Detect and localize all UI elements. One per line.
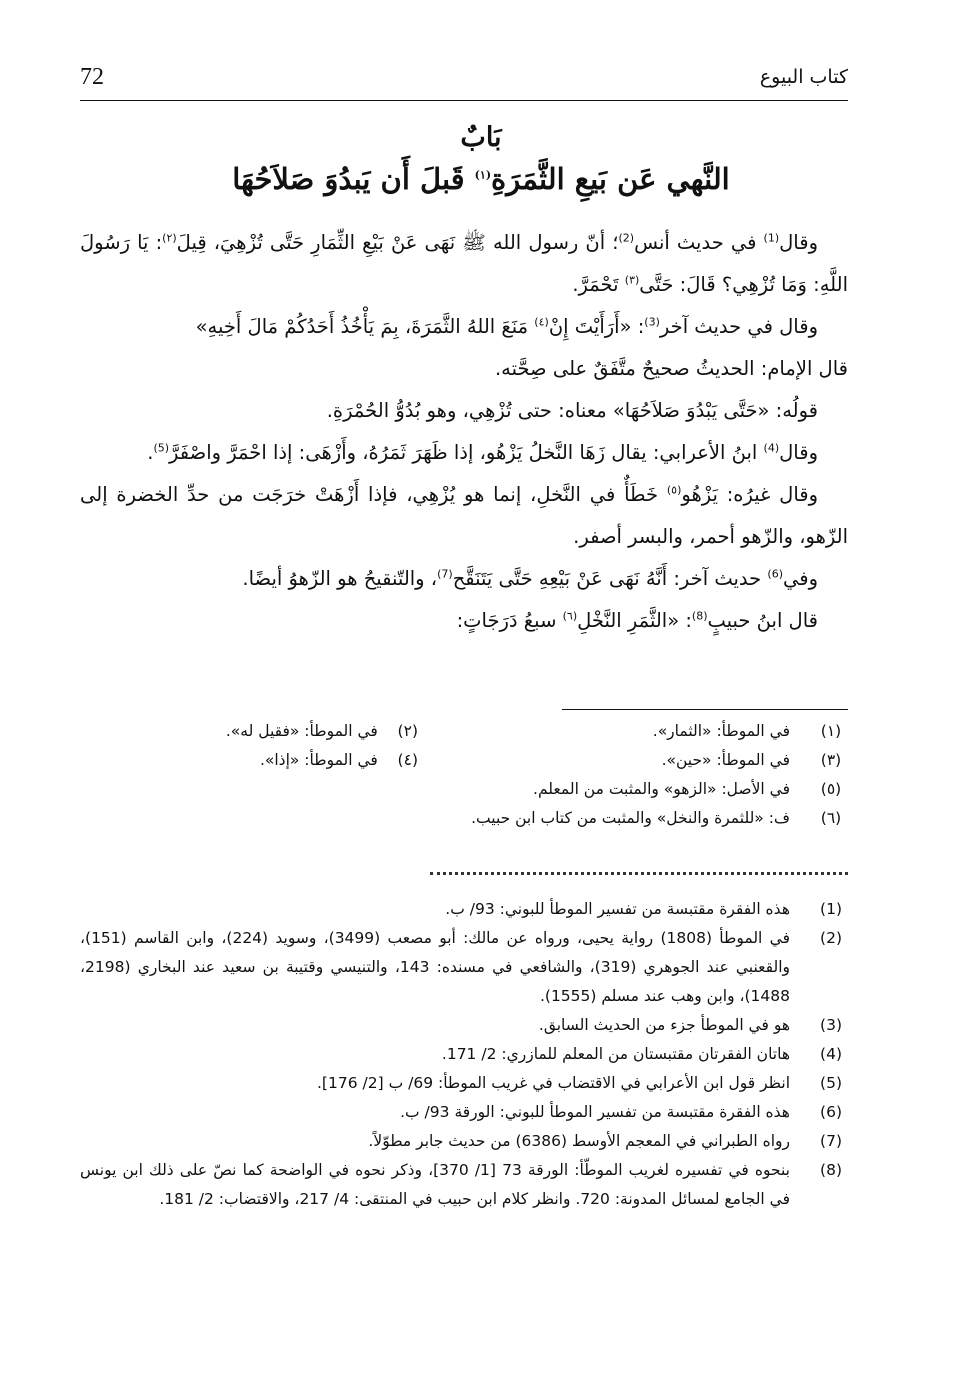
- note-row: [80, 895, 848, 924]
- paragraph-text: خَطَأٌ في النَّخلِ، إنما هو يُزْهِي، فإذا أَزْهَتْ خرَجَت من حدِّ الخضرة إلى الزّهو، والزّهو أحمر، والبسر أصفر.: [80, 483, 848, 548]
- chapter-title: [0, 162, 962, 196]
- paragraph-text: وقال: [779, 231, 818, 254]
- page-number: 72: [80, 64, 104, 90]
- footnote-number: (٣): [820, 751, 842, 769]
- chapter-title-part-b: قَبلَ أَن يَبدُوَ صَلاَحُهَا: [232, 162, 475, 196]
- note-text: هاتان الفقرتان مقتبستان من المعلم للمازري: 2/ 171.: [441, 1045, 790, 1063]
- footnote-text: في الموطأ: «الثمار».: [652, 722, 790, 740]
- body-paragraph: [80, 348, 848, 390]
- chapter-title-footnote-ref: (١): [474, 168, 492, 182]
- paragraph-text: وقال غيرُه: يَزْهُو: [681, 483, 818, 506]
- editor-notes: [80, 895, 848, 1214]
- body-paragraph: [80, 432, 848, 474]
- paragraph-text: : «الثَّمَرِ النَّخْلِ: [577, 609, 692, 632]
- chapter-word: بَابٌ: [460, 122, 502, 153]
- footnote-ref: (٥): [666, 483, 682, 497]
- footnote-ref: (1): [763, 231, 780, 245]
- footnote-text: في الموطأ: «حين».: [661, 751, 790, 769]
- paragraph-text: قال الإمام: الحديثُ صحيحٌ متَّفَقٌ على صِحَّته.: [494, 357, 848, 380]
- note-text: هذه الفقرة مقتبسة من تفسير الموطأ للبوني: 93/ ب.: [445, 900, 790, 918]
- page-header: [80, 64, 848, 98]
- footnote-secondary: [226, 722, 418, 740]
- footnote-ref: (3): [644, 315, 660, 329]
- paragraph-text: قال ابنُ حبيبٍ: [707, 609, 818, 632]
- note-number: (1): [820, 900, 842, 918]
- paragraph-text: .: [147, 441, 154, 464]
- footnote-text: ف: «للثمرة والنخل» والمثبت من كتاب ابن حبيب.: [471, 809, 790, 827]
- paragraph-text: ؛ أنّ رسول الله ﷺ نَهَى عَنْ بَيْعِ الثِّمَارِ حَتَّى تُزْهِيَ، قِيلَ: [176, 231, 619, 254]
- note-row: [80, 924, 848, 1011]
- footnote-ref: (٦): [562, 609, 578, 623]
- footnote-ref: (2): [618, 231, 635, 245]
- body-text: [80, 222, 848, 642]
- body-paragraph: [80, 390, 848, 432]
- header-rule: [80, 100, 848, 101]
- paragraph-text: حديث آخر: أَنَّهُ نَهَى عَنْ بَيْعِهِ حَتَّى يَتَنَقَّح: [452, 567, 768, 590]
- paragraph-text: : يَا رَسُولَ اللَّهِ: وَمَا تُزْهِي؟ قَالَ: حَتَّى: [80, 231, 848, 296]
- footnote-ref: (٤): [534, 315, 549, 329]
- paragraph-text: تَحْمَرَّ.: [572, 273, 625, 296]
- body-paragraph: [80, 474, 848, 558]
- variant-row: [80, 722, 848, 751]
- variant-row: [80, 751, 848, 780]
- running-head: كتاب البيوع: [759, 66, 848, 88]
- variant-row: [80, 780, 848, 809]
- note-number: (6): [820, 1103, 842, 1121]
- footnote-ref: (4): [763, 441, 780, 455]
- footnote-number: (٦): [820, 809, 842, 827]
- footnote-ref: (6): [767, 567, 783, 581]
- note-number: (2): [820, 929, 842, 947]
- footnote-ref: (5): [153, 441, 170, 455]
- footnote-number: (٥): [820, 780, 842, 798]
- paragraph-text: مَنَعَ اللهُ الثَّمَرَةَ، بِمَ يَأْخُذُ أَحَدُكُمْ مَالَ أَخِيهِ»: [195, 315, 535, 338]
- footnote-number: (٢): [397, 722, 418, 740]
- dotted-separator: [430, 872, 848, 875]
- note-number: (7): [820, 1132, 842, 1150]
- paragraph-text: وفي: [783, 567, 818, 590]
- note-row: [80, 1127, 848, 1156]
- variant-footnotes: [80, 722, 848, 838]
- variant-row: [80, 809, 848, 838]
- note-number: (5): [820, 1074, 842, 1092]
- footnote-text: في الموطأ: «فقيل له».: [225, 722, 378, 740]
- footnote-ref: (٢): [162, 231, 177, 245]
- footnote-text: في الأصل: «الزهو» والمثبت من المعلم.: [533, 780, 790, 798]
- note-text: في الموطأ (1808) رواية يحيى، ورواه عن مالك: أبو مصعب (3499)، وسويد (224)، وابن القاسم (151)، والقعنبي عند الجوهري (319)، والشافعي في مسنده: 143، والتنيسي وقتيبة بن سعيد عند البخاري (2198، 1488)، وابن وهب عند مسلم (1555).: [80, 929, 790, 1005]
- paragraph-text: ، والتّنقيحُ هو الزّهوُ أيضًا.: [242, 567, 438, 590]
- chapter-title-part-a: النَّهي عَن بَيعِ الثَّمَرَةِ: [491, 162, 730, 196]
- note-number: (3): [820, 1016, 842, 1034]
- footnote-text: في الموطأ: «إذا».: [259, 751, 378, 769]
- note-row: [80, 1069, 848, 1098]
- note-text: هذه الفقرة مقتبسة من تفسير الموطأ للبوني: الورقة 93/ ب.: [400, 1103, 790, 1121]
- paragraph-text: وقال: [779, 441, 818, 464]
- note-number: (4): [820, 1045, 842, 1063]
- body-paragraph: [80, 600, 848, 642]
- paragraph-text: في حديث أنس: [634, 231, 764, 254]
- footnote-rule: [562, 709, 848, 710]
- footnote-secondary: [260, 751, 418, 769]
- footnote-ref: (8): [691, 609, 708, 623]
- note-row: [80, 1098, 848, 1127]
- footnote-number: (٤): [397, 751, 418, 769]
- note-text: انظر قول ابن الأعرابي في الاقتضاب في غريب الموطأ: 69/ ب [2/ 176].: [317, 1074, 790, 1092]
- paragraph-text: قولُه: «حَتَّى يَبْدُوَ صَلاَحُهَا» معناه: حتى تُزْهِي، وهو بُدُوُّ الحُمْرَةِ.: [326, 399, 818, 422]
- footnote-ref: (٣): [624, 273, 640, 287]
- note-row: [80, 1011, 848, 1040]
- footnote-number: (١): [820, 722, 842, 740]
- paragraph-text: ابنُ الأعرابي: يقال زَهَا النَّخلُ يَزْهُو، إذا ظَهَرَ ثَمَرُهُ، وأَزْهَى: إذا احْمَرَّ واصْفَرَّ: [169, 441, 764, 464]
- paragraph-text: سبعُ دَرَجَاتٍ:: [456, 609, 563, 632]
- note-text: هو في الموطأ جزء من الحديث السابق.: [538, 1016, 790, 1034]
- body-paragraph: [80, 558, 848, 600]
- note-text: رواه الطبراني في المعجم الأوسط (6386) من حديث جابر مطوّلاً.: [368, 1132, 790, 1150]
- paragraph-text: : «أَرَأَيْتَ إِنْ: [548, 315, 645, 338]
- note-row: [80, 1040, 848, 1069]
- note-text: بنحوه في تفسيره لغريب الموطّأ: الورقة 73 [1/ 370]، وذكر نحوه في الواضحة كما نصّ على ذلك ابن يونس في الجامع لمسائل المدونة: 720. وانظر كلام ابن حبيب في المنتقى: 4/ 217، والاقتضاب: 2/ 181.: [80, 1161, 790, 1208]
- body-paragraph: [80, 306, 848, 348]
- footnote-ref: (7): [437, 567, 453, 581]
- note-row: [80, 1156, 848, 1214]
- body-paragraph: [80, 222, 848, 306]
- note-number: (8): [820, 1161, 842, 1179]
- paragraph-text: وقال في حديث آخر: [659, 315, 818, 338]
